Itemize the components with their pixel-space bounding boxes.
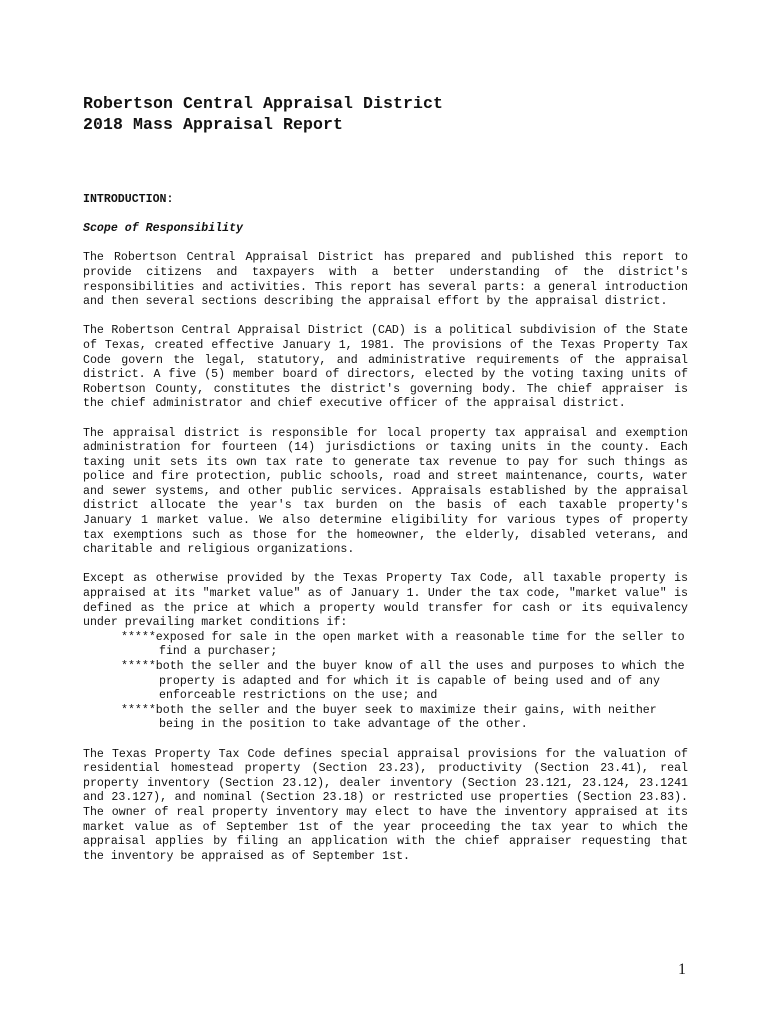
paragraph-cad-overview: The Robertson Central Appraisal District (CAD) is a political subdivision of the State of Texas, created effective January 1, 1981. The provisions of the Texas Property Tax Code govern the legal, statutory, and administrative requirements of the appraisal district. A five (5) member board of directors, elected by the voting taxing units of Robertson County, constitutes the district's governing body. The chief appraiser is the chief administrator and chief executive officer of the appraisal district. [83, 324, 688, 411]
paragraph-purpose: The Robertson Central Appraisal District has prepared and published this report to provide citizens and taxpayers with a better understanding of the district's responsibilities and activities. This report has several parts: a general introduction and then several sections describing the appraisal effort by the appraisal district. [83, 251, 688, 309]
report-body [83, 193, 688, 879]
title-line-district: Robertson Central Appraisal District [83, 94, 444, 113]
bullet-item: *****both the seller and the buyer know of all the uses and purposes to which the property is adapted and for which it is capable of being used and of any enforceable restrictions on the use; and [121, 660, 685, 703]
introduction-heading: INTRODUCTION: [83, 193, 174, 206]
paragraph-responsibilities: The appraisal district is responsible for local property tax appraisal and exemption administration for fourteen (14) jurisdictions or taxing units in the county. Each taxing unit sets its own tax rate to generate tax revenue to pay for such things as police and fire protection, public schools, road and street maintenance, courts, water and sewer systems, and other public services. Appraisals established by the appraisal district allocate the year's tax burden on the basis of each taxable property's January 1 market value. We also determine eligibility for various types of property tax exemptions such as those for the homeowner, the elderly, disabled veterans, and charitable and religious organizations. [83, 426, 688, 557]
paragraph-market-value: Except as otherwise provided by the Texas Property Tax Code, all taxable property is appraised at its "market value" as of January 1. Under the tax code, "market value" is defined as the price at which a property would transfer for cash or its equivalency under prevailing market conditions if: [83, 572, 688, 630]
page-number: 1 [678, 961, 686, 978]
report-title [83, 93, 443, 135]
bullet-item: *****both the seller and the buyer seek to maximize their gains, with neither being in the position to take advantage of the other. [121, 703, 657, 732]
bullet-item: *****exposed for sale in the open market with a reasonable time for the seller to find a purchaser; [121, 630, 685, 659]
paragraph-special-provisions: The Texas Property Tax Code defines special appraisal provisions for the valuation of residential homestead property (Section 23.23), productivity (Section 23.41), real property inventory (Section 23.12), dealer inventory (Section 23.121, 23.124, 23.1241 and 23.127), and nominal (Section 23.18) or restricted use properties (Section 23.83). The owner of real property inventory may elect to have the inventory appraised at its market value as of September 1st of the year proceeding the tax year to which the appraisal applies by filing an application with the chief appraiser requesting that the inventory be appraised as of September 1st. [83, 747, 688, 863]
scope-heading: Scope of Responsibility [83, 222, 244, 236]
title-line-report: 2018 Mass Appraisal Report [83, 115, 344, 134]
